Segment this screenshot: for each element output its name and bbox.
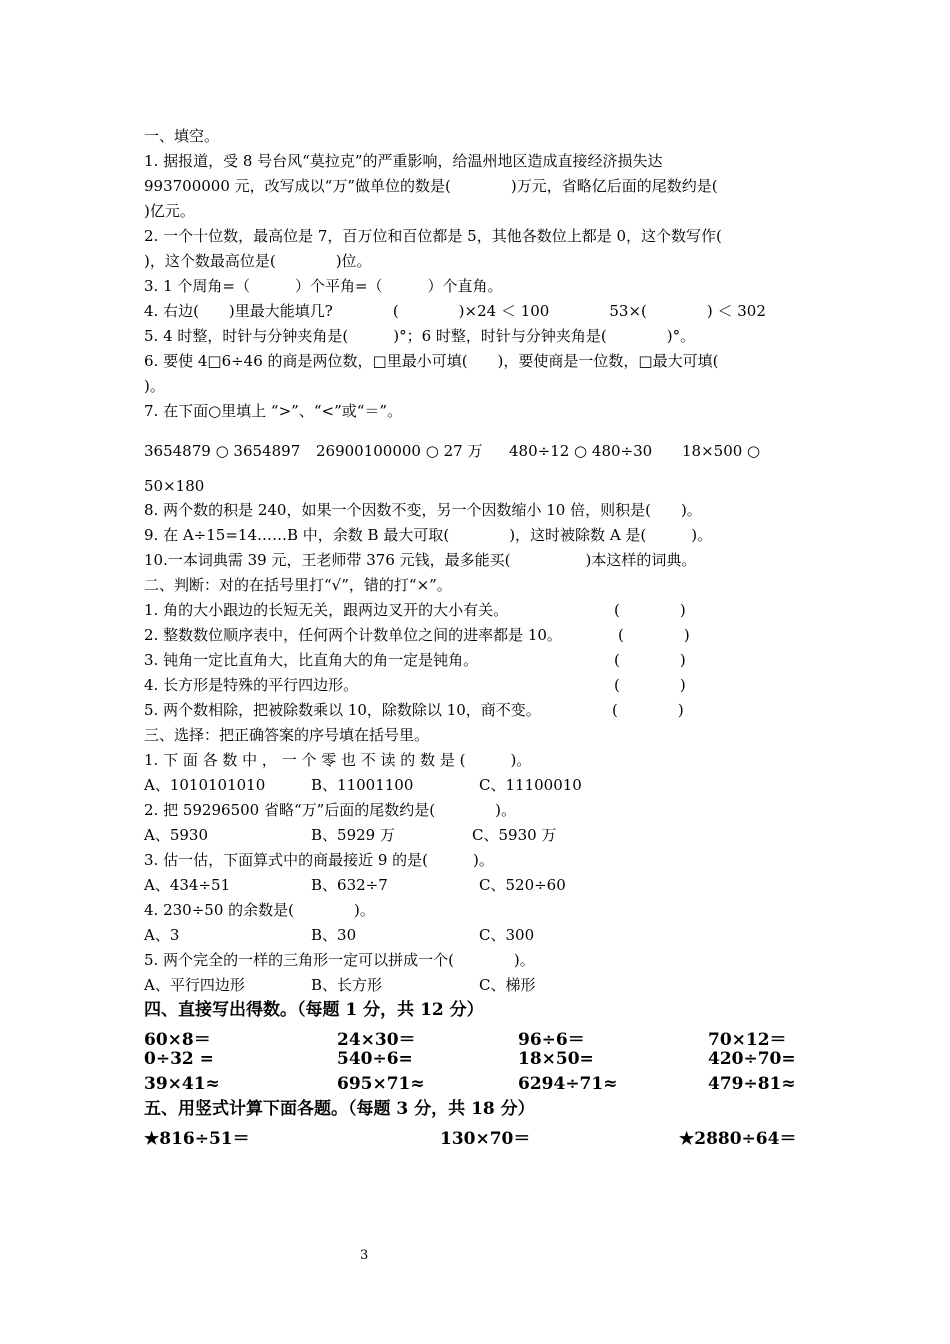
mental-math-item: 6294÷71≈ [518, 1074, 618, 1094]
choice-3-option-a: A、434÷51 [144, 876, 231, 894]
choice-2-option-b: B、5929 万 [311, 826, 395, 844]
vertical-calc-item: ★2880÷64＝ [679, 1129, 797, 1149]
question-1-line-1: 1. 据报道，受 8 号台风“莫拉克”的严重影响，给温州地区造成直接经济损失达 [144, 152, 663, 170]
choice-3-option-b: B、632÷7 [311, 876, 388, 894]
mental-math-item: 479÷81≈ [708, 1074, 796, 1094]
choice-4-option-c: C、300 [479, 926, 535, 944]
question-5: 5. 4 时整，时针与分钟夹角是( )°；6 时整，时针与分钟夹角是( )°。 [144, 327, 696, 345]
mental-math-item: 96÷6＝ [518, 1030, 585, 1050]
section-1-title: 一、填空。 [144, 127, 220, 145]
judge-paren-2: ( ) [618, 626, 690, 644]
choice-1-option-b: B、11001100 [311, 776, 414, 794]
section-3-title: 三、选择：把正确答案的序号填在括号里。 [144, 726, 430, 744]
mental-math-item: 18×50= [518, 1049, 594, 1069]
compare-item-3: 480÷12 ○ 480÷30 [509, 442, 653, 460]
question-6-line-2: )。 [144, 377, 165, 395]
section-4-title: 四、直接写出得数。（每题 1 分，共 12 分） [144, 1000, 484, 1020]
question-2-line-1: 2. 一个十位数，最高位是 7，百万位和百位都是 5，其他各数位上都是 0，这个数写作( [144, 227, 722, 245]
choice-question-3: 3. 估一估，下面算式中的商最接近 9 的是( )。 [144, 851, 494, 869]
question-3: 3. 1 个周角=（ ）个平角=（ ）个直角。 [144, 277, 503, 295]
mental-math-row [144, 1025, 804, 1050]
compare-item-2: 26900100000 ○ 27 万 [316, 442, 483, 460]
question-4: 4. 右边( )里最大能填几? ( )×24 ＜ 100 53×( ) ＜ 302 [144, 302, 766, 320]
question-1-line-3: )亿元。 [144, 202, 195, 220]
choice-question-2: 2. 把 59296500 省略“万”后面的尾数约是( )。 [144, 801, 517, 819]
mental-math-item: 70×12＝ [708, 1030, 787, 1050]
section-2-title: 二、判断：对的在括号里打“√”，错的打“×”。 [144, 576, 452, 594]
choice-question-1: 1. 下 面 各 数 中 ， 一 个 零 也 不 读 的 数 是 ( )。 [144, 751, 532, 769]
compare-item-1: 3654879 ○ 3654897 [144, 442, 301, 460]
mental-math-row [144, 1049, 804, 1071]
choice-3-option-c: C、520÷60 [479, 876, 566, 894]
question-2-line-2: )，这个数最高位是( )位。 [144, 252, 372, 270]
judge-paren-3: ( ) [614, 651, 686, 669]
choice-2-option-c: C、5930 万 [472, 826, 557, 844]
vertical-calc-item: ★816÷51＝ [144, 1129, 250, 1149]
judge-item-3: 3. 钝角一定比直角大，比直角大的角一定是钝角。 [144, 651, 479, 669]
question-10: 10.一本词典需 39 元，王老师带 376 元钱，最多能买( )本这样的词典。 [144, 551, 697, 569]
mental-math-item: 695×71≈ [337, 1074, 425, 1094]
choice-4-option-a: A、3 [144, 926, 180, 944]
mental-math-row [144, 1074, 804, 1096]
choice-1-option-a: A、1010101010 [144, 776, 266, 794]
mental-math-item: 540÷6= [337, 1049, 413, 1069]
choice-1-option-c: C、11100010 [479, 776, 582, 794]
compare-item-4-continued: 50×180 [144, 477, 205, 495]
mental-math-item: 0÷32 = [144, 1049, 214, 1069]
mental-math-item: 420÷70= [708, 1049, 796, 1069]
question-6-line-1: 6. 要使 4□6÷46 的商是两位数，□里最小可填( )，要使商是一位数，□最大可填( [144, 352, 719, 370]
mental-math-item: 24×30＝ [337, 1030, 416, 1050]
choice-question-5: 5. 两个完全的一样的三角形一定可以拼成一个( )。 [144, 951, 535, 969]
choice-2-option-a: A、5930 [144, 826, 209, 844]
mental-math-item: 39×41≈ [144, 1074, 220, 1094]
judge-item-5: 5. 两个数相除，把被除数乘以 10，除数除以 10，商不变。 [144, 701, 541, 719]
vertical-calc-row [144, 1124, 804, 1149]
judge-paren-4: ( ) [614, 676, 686, 694]
judge-item-4: 4. 长方形是特殊的平行四边形。 [144, 676, 359, 694]
compare-item-4: 18×500 ○ [682, 442, 761, 460]
vertical-calc-item: 130×70＝ [440, 1129, 531, 1149]
page-number: 3 [360, 1248, 369, 1263]
choice-5-option-c: C、梯形 [479, 976, 536, 994]
judge-paren-5: ( ) [612, 701, 684, 719]
mental-math-item: 60×8＝ [144, 1030, 211, 1050]
section-5-title: 五、用竖式计算下面各题。（每题 3 分，共 18 分） [144, 1099, 535, 1119]
question-9: 9. 在 A÷15=14……B 中，余数 B 最大可取( )，这时被除数 A 是( )。 [144, 526, 713, 544]
question-7: 7. 在下面○里填上 “>”、“<”或“＝”。 [144, 402, 403, 420]
choice-5-option-a: A、平行四边形 [144, 976, 245, 994]
question-8: 8. 两个数的积是 240，如果一个因数不变，另一个因数缩小 10 倍，则积是( )。 [144, 501, 702, 519]
judge-item-1: 1. 角的大小跟边的长短无关，跟两边叉开的大小有关。 [144, 601, 509, 619]
question-1-line-2: 993700000 元，改写成以“万”做单位的数是( )万元，省略亿后面的尾数约是( [144, 177, 718, 195]
choice-4-option-b: B、30 [311, 926, 357, 944]
judge-item-2: 2. 整数数位顺序表中，任何两个计数单位之间的进率都是 10。 [144, 626, 562, 644]
choice-question-4: 4. 230÷50 的余数是( )。 [144, 901, 375, 919]
choice-5-option-b: B、长方形 [311, 976, 383, 994]
judge-paren-1: ( ) [614, 601, 686, 619]
